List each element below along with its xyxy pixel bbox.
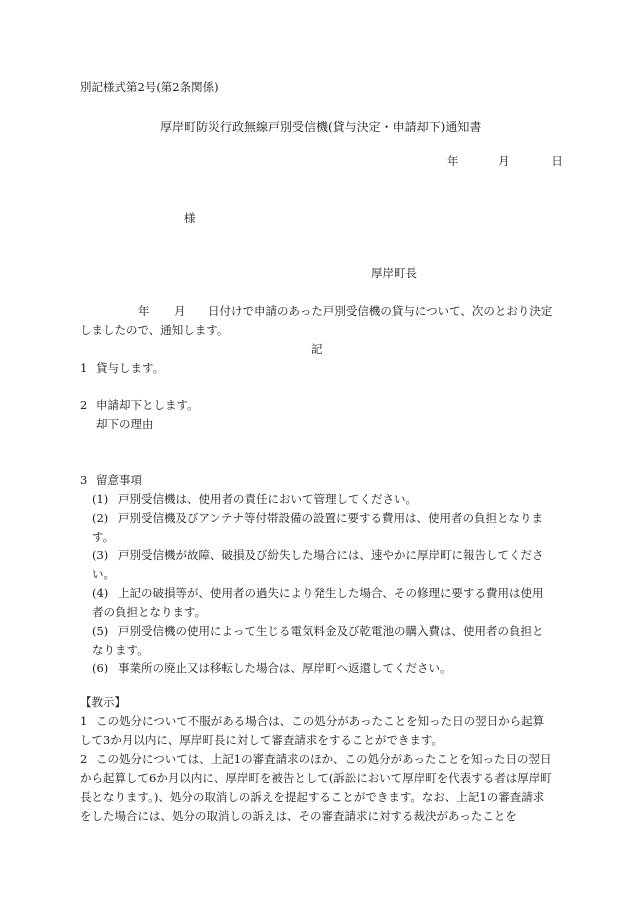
- instruction-item-text: この処分について不服がある場合は、この処分があったことを知った日の翌日から起算して3か月以内に、厚岸町長に対して審査請求をすることができます。: [80, 714, 545, 747]
- section3-number: 3: [80, 473, 88, 487]
- intro-month: 月: [174, 304, 186, 318]
- date-line: [447, 156, 563, 168]
- addressee-honorific: 様: [184, 211, 196, 225]
- note-item-number: (3): [92, 548, 109, 562]
- note-item-1: [92, 490, 554, 509]
- instruction-item-number: 2: [80, 752, 88, 766]
- note-item-text: 上記の破損等が、使用者の過失により発生した場合、その修理に要する費用は使用者の負担となります。: [92, 586, 544, 619]
- note-item-5: [92, 622, 554, 659]
- date-day: 日: [551, 154, 563, 168]
- intro-text-line1: 日付けで申請のあった戸別受信機の貸与について、次のとおり決定: [208, 304, 553, 318]
- note-item-text: 戸別受信機が故障、破損及び紛失した場合には、速やかに厚岸町に報告してください。: [92, 548, 544, 581]
- note-item-number: (6): [92, 661, 109, 675]
- instruction-item-text: この処分については、上記1の審査請求のほか、この処分があったことを知った日の翌日から起算して6か月以内に、厚岸町を被告として(訴訟において厚岸町を代表する者は厚岸町長となります。)、処分の取消しの訴えを提起することができます。なお、上記1の審査請求をした場合には、処分の取消しの訴えは、その審査請求に対する裁決があったことを: [80, 752, 552, 823]
- instruction-item-2: [80, 750, 552, 826]
- note-item-number: (2): [92, 511, 109, 525]
- section1-text: 貸与します。: [96, 361, 165, 375]
- section3-title: 留意事項: [96, 473, 142, 487]
- instruction-item-number: 1: [80, 714, 88, 728]
- date-year: 年: [447, 154, 459, 168]
- note-item-number: (1): [92, 492, 109, 506]
- note-item-number: (5): [92, 624, 109, 638]
- note-item-text: 事業所の廃止又は移転した場合は、厚岸町へ返還してください。: [118, 661, 452, 675]
- sender-name: 厚岸町長: [371, 266, 417, 280]
- note-item-4: [92, 584, 554, 621]
- note-item-text: 戸別受信機及びアンテナ等付帯設備の設置に要する費用は、使用者の負担となります。: [92, 511, 544, 544]
- intro-year: 年: [138, 304, 150, 318]
- ki-label: 記: [311, 342, 323, 356]
- note-item-3: [92, 546, 554, 583]
- instruction-heading: 【教示】: [80, 695, 126, 709]
- form-label: 別記様式第2号(第2条関係): [80, 80, 219, 94]
- section2-number: 2: [80, 398, 88, 412]
- instruction-item-1: [80, 712, 552, 750]
- note-item-text: 戸別受信機の使用によって生じる電気料金及び乾電池の購入費は、使用者の負担となります。: [92, 624, 544, 657]
- document-title: 厚岸町防災行政無線戸別受信機(貸与決定・申請却下)通知書: [160, 120, 482, 134]
- date-month: 月: [498, 154, 510, 168]
- note-item-text: 戸別受信機は、使用者の責任において管理してください。: [118, 492, 417, 506]
- intro-text-line2: しましたので、通知します。: [80, 323, 229, 337]
- section2-text: 申請却下とします。: [96, 398, 199, 412]
- note-item-number: (4): [92, 586, 109, 600]
- reject-reason-label: 却下の理由: [96, 417, 154, 431]
- note-item-2: [92, 509, 554, 546]
- note-item-6: [92, 659, 554, 678]
- section1-number: 1: [80, 361, 88, 375]
